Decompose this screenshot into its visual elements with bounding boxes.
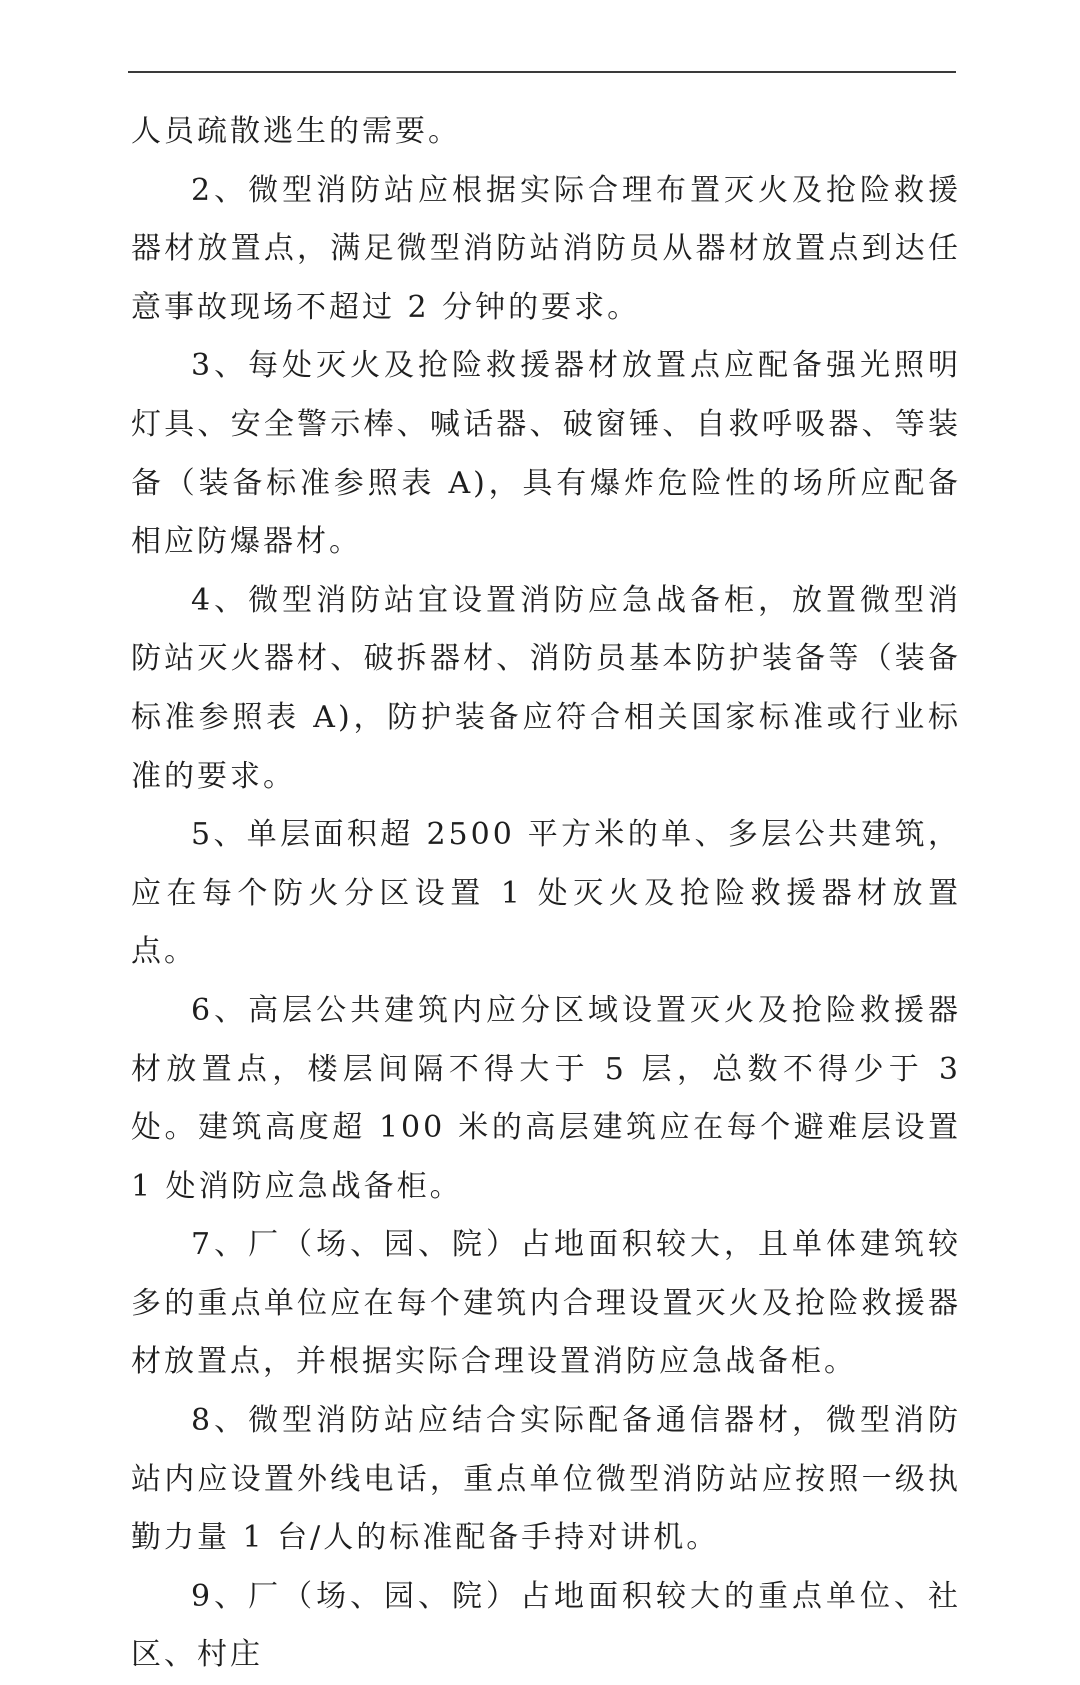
- paragraph-item-9: 9、厂（场、园、院）占地面积较大的重点单位、社区、村庄: [131, 1578, 961, 1673]
- paragraph-item-8: 8、微型消防站应结合实际配备通信器材，微型消防站内应设置外线电话，重点单位微型消防站应按照一级执勤力量 1 台/人的标准配备手持对讲机。: [131, 1403, 961, 1556]
- paragraph-item-4: 4、微型消防站宜设置消防应急战备柜，放置微型消防站灭火器材、破拆器材、消防员基本防护装备等（装备标准参照表 A)，防护装备应符合相关国家标准或行业标准的要求。: [131, 582, 961, 794]
- paragraph-item-5: 5、单层面积超 2500 平方米的单、多层公共建筑，应在每个防火分区设置 1 处灭火及抢险救援器材放置点。: [131, 817, 961, 970]
- header-rule: [128, 71, 956, 73]
- paragraph-item-3: 3、每处灭火及抢险救援器材放置点应配备强光照明灯具、安全警示棒、喊话器、破窗锤、自救呼吸器、等装备（装备标准参照表 A)，具有爆炸危险性的场所应配备相应防爆器材。: [131, 348, 961, 560]
- paragraph-item-7: 7、厂（场、园、院）占地面积较大，且单体建筑较多的重点单位应在每个建筑内合理设置灭火及抢险救援器材放置点，并根据实际合理设置消防应急战备柜。: [131, 1227, 961, 1380]
- paragraph-continuation: 人员疏散逃生的需要。: [131, 114, 461, 149]
- paragraph-item-2: 2、微型消防站应根据实际合理布置灭火及抢险救援器材放置点，满足微型消防站消防员从器材放置点到达任意事故现场不超过 2 分钟的要求。: [131, 172, 961, 325]
- document-body: [131, 103, 961, 1685]
- paragraph-item-6: 6、高层公共建筑内应分区域设置灭火及抢险救援器材放置点，楼层间隔不得大于 5 层，总数不得少于 3 处。建筑高度超 100 米的高层建筑应在每个避难层设置 1 处消防应急战备柜。: [131, 992, 961, 1204]
